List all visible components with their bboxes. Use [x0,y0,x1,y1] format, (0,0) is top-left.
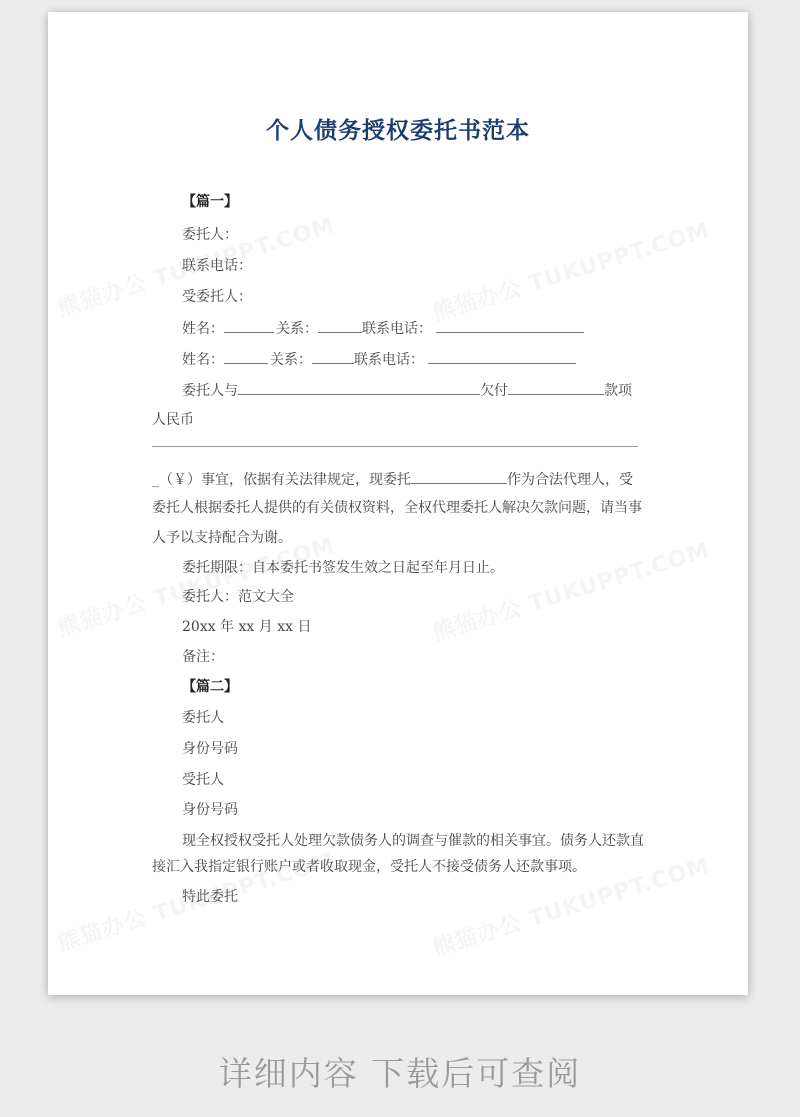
paragraph-line: 接汇入我指定银行账户或者收取现金，受托人不接受债务人还款事项。 [152,859,586,875]
watermark [428,533,713,647]
phone-blank [436,318,584,333]
paragraph-line: 现全权授权受托人处理欠款债务人的调查与催款的相关事宜。债务人还款直 [182,833,644,849]
signer-line: 委托人：范文大全 [182,589,294,605]
phone-blank [428,349,576,364]
section1-heading: 【篇一】 [182,194,238,210]
download-hint: 详细内容 下载后可查阅 [218,1054,582,1093]
owe-suffix: 款项 [604,383,632,399]
principal-line: 委托人 [182,710,224,726]
owe-middle: 欠付 [480,383,508,399]
remark-line: 备注： [182,649,224,665]
owe-line [182,380,632,400]
phone-label: 联系电话： [362,321,432,337]
agent-name-blank [411,469,507,484]
watermark [428,213,713,327]
paragraph-text: _（￥）事宜，依据有关法律规定，现委托 [152,472,411,488]
name-label: 姓名： [182,352,224,368]
phone-label: 联系电话： [354,352,424,368]
name-blank [224,349,268,364]
amount-rule [152,446,638,447]
paragraph-line: 人予以支持配合为谢。 [152,530,292,546]
relation-blank [318,318,362,333]
closing-line: 特此委托 [182,889,238,905]
paragraph-line [152,469,633,489]
debtor-blank [238,380,480,395]
date-line: 20xx 年 xx 月 xx 日 [182,619,312,635]
id-line: 身份号码 [182,802,238,818]
principal-label: 委托人： [182,227,238,243]
relation-label: 关系： [270,352,312,368]
document-page [48,12,748,995]
owe-prefix: 委托人与 [182,383,238,399]
id-line: 身份号码 [182,741,238,757]
section2-heading: 【篇二】 [182,679,238,695]
name-label: 姓名： [182,321,224,337]
contact-row-2 [182,349,576,369]
agent-line: 受托人 [182,772,224,788]
paragraph-text: 作为合法代理人，受 [507,472,633,488]
document-title: 个人债务授权委托书范本 [266,118,530,144]
relation-blank [312,349,354,364]
term-line: 委托期限：自本委托书签发生效之日起至年月日止。 [182,560,504,576]
paragraph-line: 委托人根据委托人提供的有关债权资料，全权代理委托人解决欠款问题，请当事 [152,500,642,516]
rmb-label: 人民币 [152,412,194,428]
name-blank [224,318,274,333]
contact-row-1 [182,318,584,338]
relation-label: 关系： [276,321,318,337]
phone-label: 联系电话： [182,258,252,274]
amount-blank [508,380,604,395]
agent-label: 受委托人： [182,289,252,305]
